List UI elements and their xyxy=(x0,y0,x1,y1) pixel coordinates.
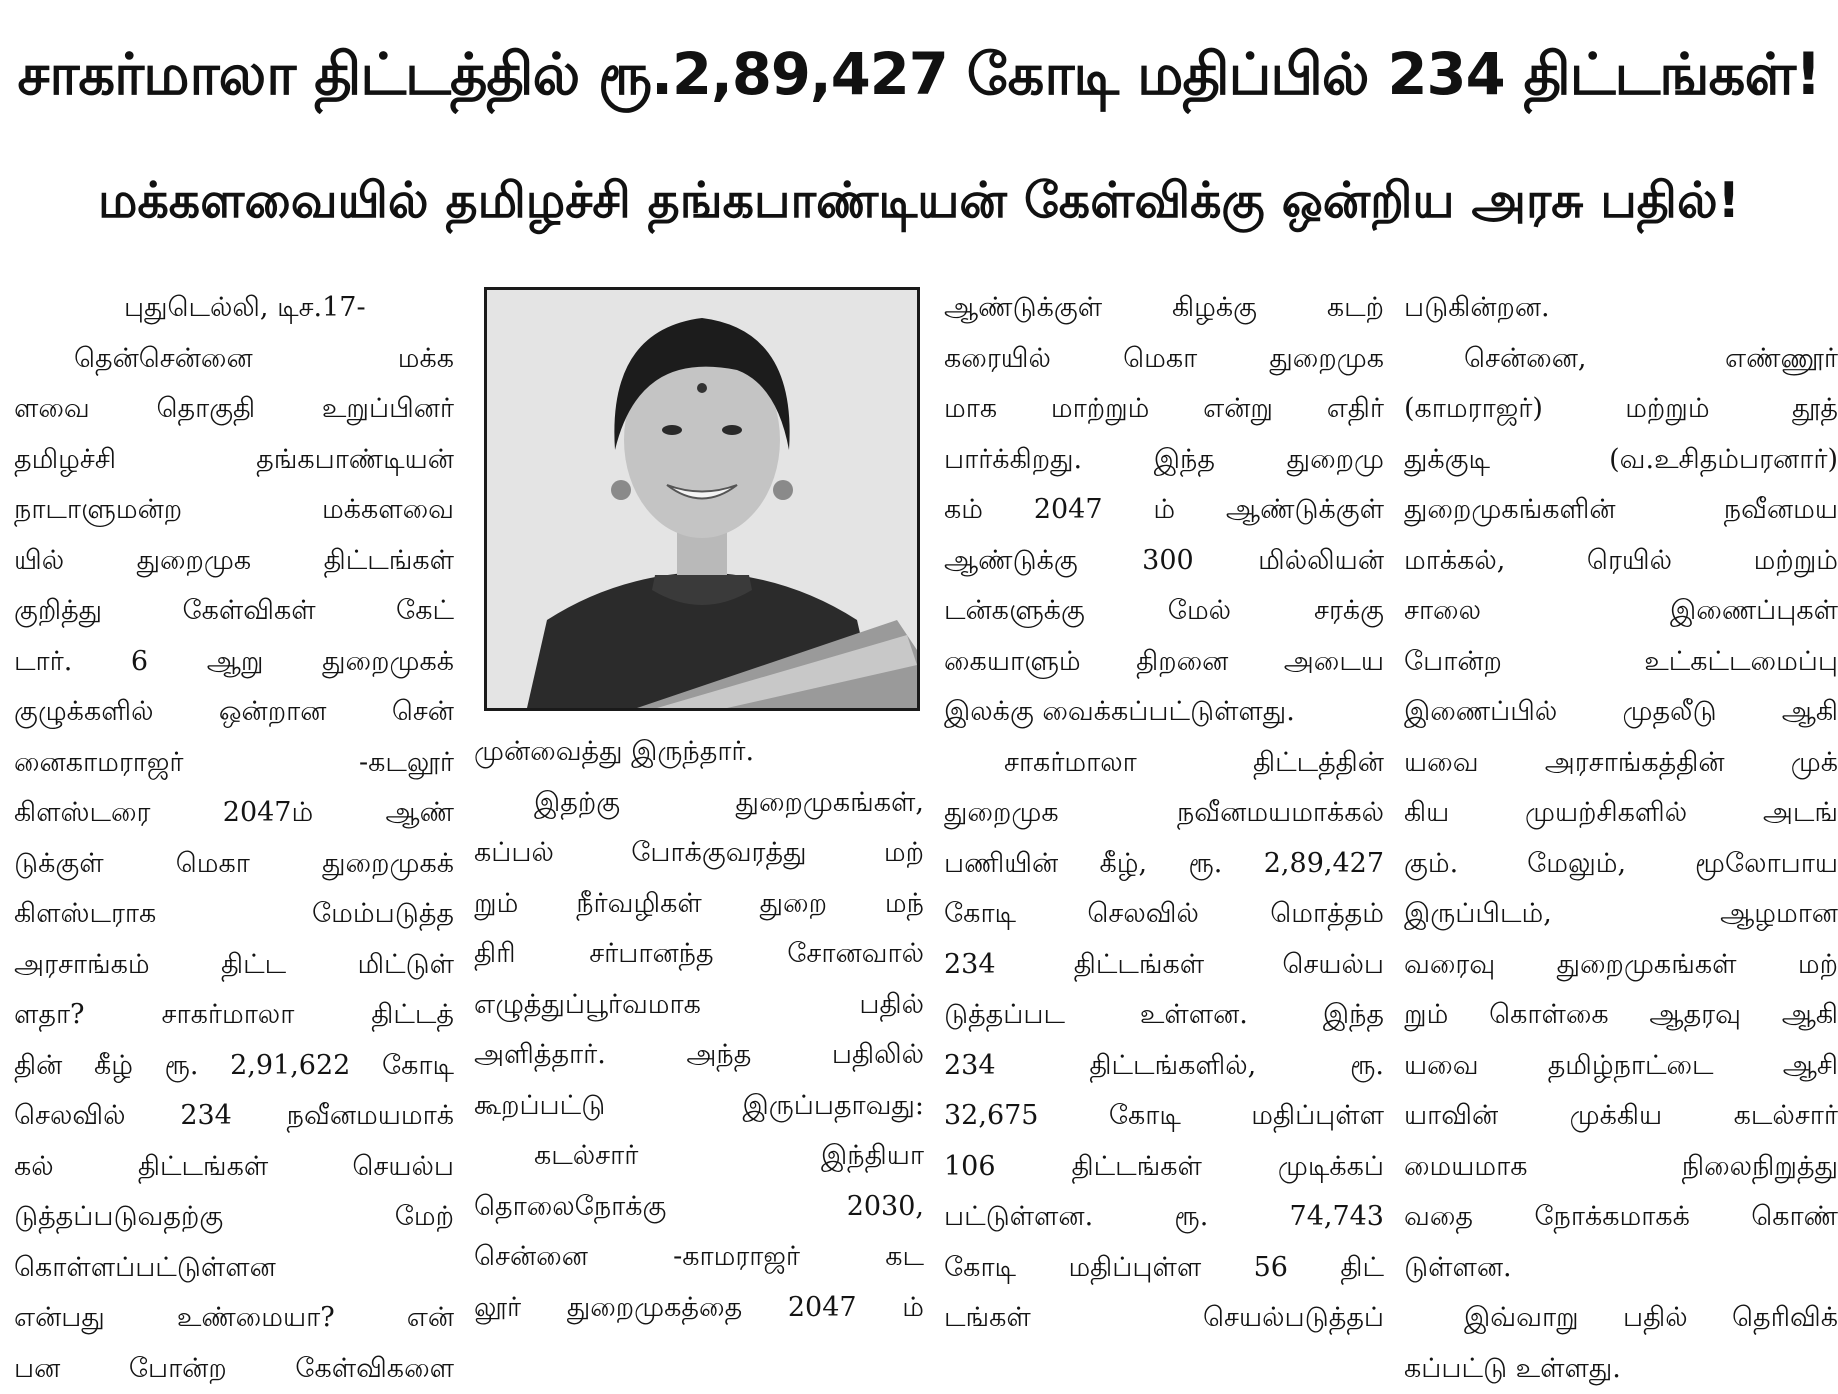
article-line: டுத்தப்படுவதற்கு மேற் xyxy=(14,1192,454,1243)
article-line: வதை நோக்கமாகக் கொண் xyxy=(1404,1192,1838,1243)
headline: சாகர்மாலா திட்டத்தில் ரூ.2,89,427 கோடி மதிப்பில் 234 திட்டங்கள்! xyxy=(14,10,1824,140)
article-line: ஆண்டுக்கு 300 மில்லியன் xyxy=(944,536,1384,587)
article-line: கல் திட்டங்கள் செயல்ப xyxy=(14,1142,454,1193)
article-line: கும். மேலும், மூலோபாய xyxy=(1404,839,1838,890)
article-line: 32,675 கோடி மதிப்புள்ள xyxy=(944,1091,1384,1142)
article-line: தொலைநோக்கு 2030, xyxy=(474,1182,924,1233)
article-line: சாகர்மாலா திட்டத்தின் xyxy=(944,738,1384,789)
article-line: கிளஸ்டராக மேம்படுத்த xyxy=(14,889,454,940)
article-line: யவை அரசாங்கத்தின் முக் xyxy=(1404,738,1838,789)
article-line: அரசாங்கம் திட்ட மிட்டுள் xyxy=(14,940,454,991)
article-line: கிளஸ்டரை 2047ம் ஆண் xyxy=(14,788,454,839)
article-line: கப்பட்டு உள்ளது. xyxy=(1404,1344,1838,1394)
article-line: துக்குடி (வ.உசிதம்பரனார்) xyxy=(1404,435,1838,486)
subheadline: மக்களவையில் தமிழச்சி தங்கபாண்டியன் கேள்விக்கு ஒன்றிய அரசு பதில்! xyxy=(14,158,1824,242)
article-line: டுத்தப்பட உள்ளன. இந்த xyxy=(944,990,1384,1041)
article-line: றும் நீர்வழிகள் துறை மந் xyxy=(474,879,924,930)
article-line: கொள்ளப்பட்டுள்ளன xyxy=(14,1243,454,1294)
article-line: தமிழச்சி தங்கபாண்டியன் xyxy=(14,435,454,486)
article-line: எழுத்துப்பூர்வமாக பதில் xyxy=(474,980,924,1031)
article-line: யில் துறைமுக திட்டங்கள் xyxy=(14,536,454,587)
article-line: கோடி செலவில் மொத்தம் xyxy=(944,889,1384,940)
article-line: டுள்ளன. xyxy=(1404,1243,1838,1294)
article-line: இலக்கு வைக்கப்பட்டுள்ளது. xyxy=(944,687,1384,738)
article-line: இணைப்பில் முதலீடு ஆகி xyxy=(1404,687,1838,738)
article-line: பன போன்ற கேள்விகளை xyxy=(14,1344,454,1394)
article-line: பணியின் கீழ், ரூ. 2,89,427 xyxy=(944,839,1384,890)
article-line: 234 திட்டங்களில், ரூ. xyxy=(944,1041,1384,1092)
article-line: கோடி மதிப்புள்ள 56 திட் xyxy=(944,1243,1384,1294)
article-line: முன்வைத்து இருந்தார். xyxy=(474,727,924,778)
article-line: கிய முயற்சிகளில் அடங் xyxy=(1404,788,1838,839)
article-body xyxy=(14,283,1824,1303)
article-line: சாலை இணைப்புகள் xyxy=(1404,586,1838,637)
article-line: லூர் துறைமுகத்தை 2047 ம் xyxy=(474,1283,924,1334)
article-line: டன்களுக்கு மேல் சரக்கு xyxy=(944,586,1384,637)
article-line: துறைமுகங்களின் நவீனமய xyxy=(1404,485,1838,536)
article-line: டங்கள் செயல்படுத்தப் xyxy=(944,1293,1384,1344)
article-line: னைகாமராஜர் -கடலூர் xyxy=(14,738,454,789)
article-line: இதற்கு துறைமுகங்கள், xyxy=(474,778,924,829)
article-line: சென்னை, எண்ணூர் xyxy=(1404,334,1838,385)
article-line: இவ்வாறு பதில் தெரிவிக் xyxy=(1404,1293,1838,1344)
article-line: துறைமுக நவீனமயமாக்கல் xyxy=(944,788,1384,839)
article-line: மாக மாற்றும் என்று எதிர் xyxy=(944,384,1384,435)
article-column-2 xyxy=(474,283,924,1303)
article-line: றும் கொள்கை ஆதரவு ஆகி xyxy=(1404,990,1838,1041)
article-line: இருப்பிடம், ஆழமான xyxy=(1404,889,1838,940)
article-line: ளவை தொகுதி உறுப்பினர் xyxy=(14,384,454,435)
article-line: ஆண்டுக்குள் கிழக்கு கடற் xyxy=(944,283,1384,334)
article-line: படுகின்றன. xyxy=(1404,283,1838,334)
article-line: டார். 6 ஆறு துறைமுகக் xyxy=(14,637,454,688)
article-line: சென்னை -காமராஜர் கட xyxy=(474,1232,924,1283)
article-line: கரையில் மெகா துறைமுக xyxy=(944,334,1384,385)
article-column-3 xyxy=(944,283,1384,1303)
article-line: 106 திட்டங்கள் முடிக்கப் xyxy=(944,1142,1384,1193)
article-line: தின் கீழ் ரூ. 2,91,622 கோடி xyxy=(14,1041,454,1092)
article-line: குழுக்களில் ஒன்றான சென் xyxy=(14,687,454,738)
article-line: ளதா? சாகர்மாலா திட்டத் xyxy=(14,990,454,1041)
article-line: மையமாக நிலைநிறுத்து xyxy=(1404,1142,1838,1193)
article-line: டுக்குள் மெகா துறைமுகக் xyxy=(14,839,454,890)
article-line: வரைவு துறைமுகங்கள் மற் xyxy=(1404,940,1838,991)
article-line: கையாளும் திறனை அடைய xyxy=(944,637,1384,688)
article-line: 234 திட்டங்கள் செயல்ப xyxy=(944,940,1384,991)
article-line: அளித்தார். அந்த பதிலில் xyxy=(474,1030,924,1081)
article-line: நாடாளுமன்ற மக்களவை xyxy=(14,485,454,536)
article-line: பார்க்கிறது. இந்த துறைமு xyxy=(944,435,1384,486)
article-line: திரி சர்பானந்த சோனவால் xyxy=(474,929,924,980)
article-line: கம் 2047 ம் ஆண்டுக்குள் xyxy=(944,485,1384,536)
article-line: மாக்கல், ரெயில் மற்றும் xyxy=(1404,536,1838,587)
article-line: செலவில் 234 நவீனமயமாக் xyxy=(14,1091,454,1142)
article-line: யாவின் முக்கிய கடல்சார் xyxy=(1404,1091,1838,1142)
portrait-photo xyxy=(484,287,920,711)
article-line: பட்டுள்ளன. ரூ. 74,743 xyxy=(944,1192,1384,1243)
article-line: கப்பல் போக்குவரத்து மற் xyxy=(474,828,924,879)
dateline: புதுடெல்லி, டிச.17- xyxy=(14,283,454,334)
article-line: என்பது உண்மையா? என் xyxy=(14,1293,454,1344)
article-line: கூறப்பட்டு இருப்பதாவது: xyxy=(474,1081,924,1132)
article-line: கடல்சார் இந்தியா xyxy=(474,1131,924,1182)
portrait-image xyxy=(487,290,917,708)
article-column-4 xyxy=(1404,283,1838,1303)
article-line: குறித்து கேள்விகள் கேட் xyxy=(14,586,454,637)
article-line: தென்சென்னை மக்க xyxy=(14,334,454,385)
article-line: யவை தமிழ்நாட்டை ஆசி xyxy=(1404,1041,1838,1092)
article-column-1 xyxy=(14,283,454,1303)
article-line: போன்ற உட்கட்டமைப்பு xyxy=(1404,637,1838,688)
article-line: (காமராஜர்) மற்றும் தூத் xyxy=(1404,384,1838,435)
